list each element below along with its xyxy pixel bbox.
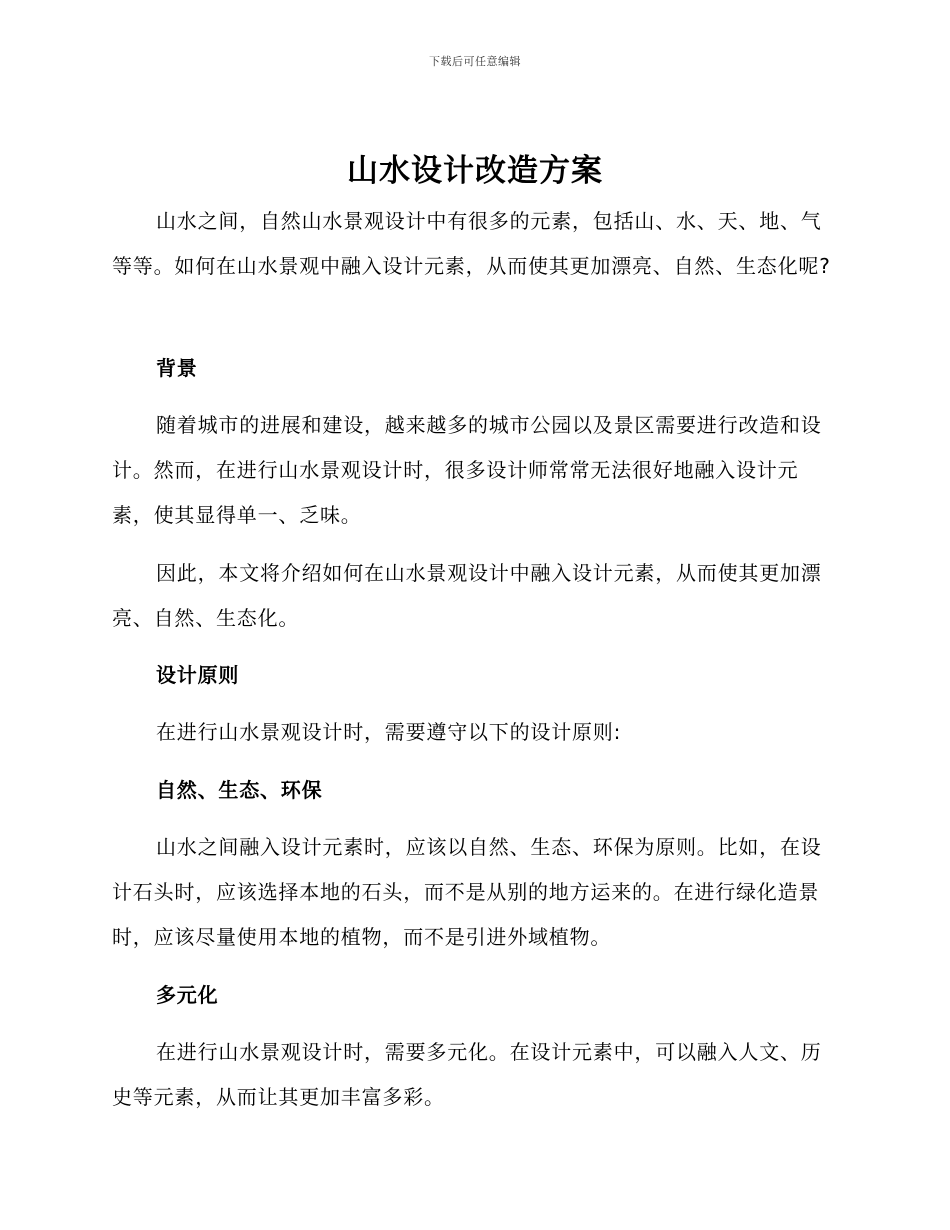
page-header-note: 下载后可任意编辑: [429, 55, 521, 68]
background-paragraph-2: 因此，本文将介绍如何在山水景观设计中融入设计元素，从而使其更加漂亮、自然、生态化。: [112, 561, 822, 630]
background-paragraph-1: 随着城市的进展和建设，越来越多的城市公园以及景区需要进行改造和设计。然而，在进行山水景观设计时，很多设计师常常无法很好地融入设计元素，使其显得单一、乏味。: [112, 413, 822, 527]
document-title: 山水设计改造方案: [347, 153, 603, 189]
design-principles-paragraph: 在进行山水景观设计时，需要遵守以下的设计原则:: [156, 720, 622, 744]
diversification-paragraph: 在进行山水景观设计时，需要多元化。在设计元素中，可以融入人文、历史等元素，从而让其更加丰富多彩。: [112, 1040, 822, 1109]
section-heading-diversification: 多元化: [156, 983, 219, 1007]
nature-ecology-paragraph: 山水之间融入设计元素时，应该以自然、生态、环保为原则。比如，在设计石头时，应该选择本地的石头，而不是从别的地方运来的。在进行绿化造景时，应该尽量使用本地的植物，而不是引进外域植物。: [112, 835, 822, 949]
section-heading-nature-ecology: 自然、生态、环保: [156, 778, 323, 802]
section-heading-background: 背景: [156, 356, 198, 380]
section-heading-design-principles: 设计原则: [156, 663, 240, 687]
intro-paragraph: 山水之间，自然山水景观设计中有很多的元素，包括山、水、天、地、气等等。如何在山水景观中融入设计元素，从而使其更加漂亮、自然、生态化呢?: [112, 209, 831, 278]
